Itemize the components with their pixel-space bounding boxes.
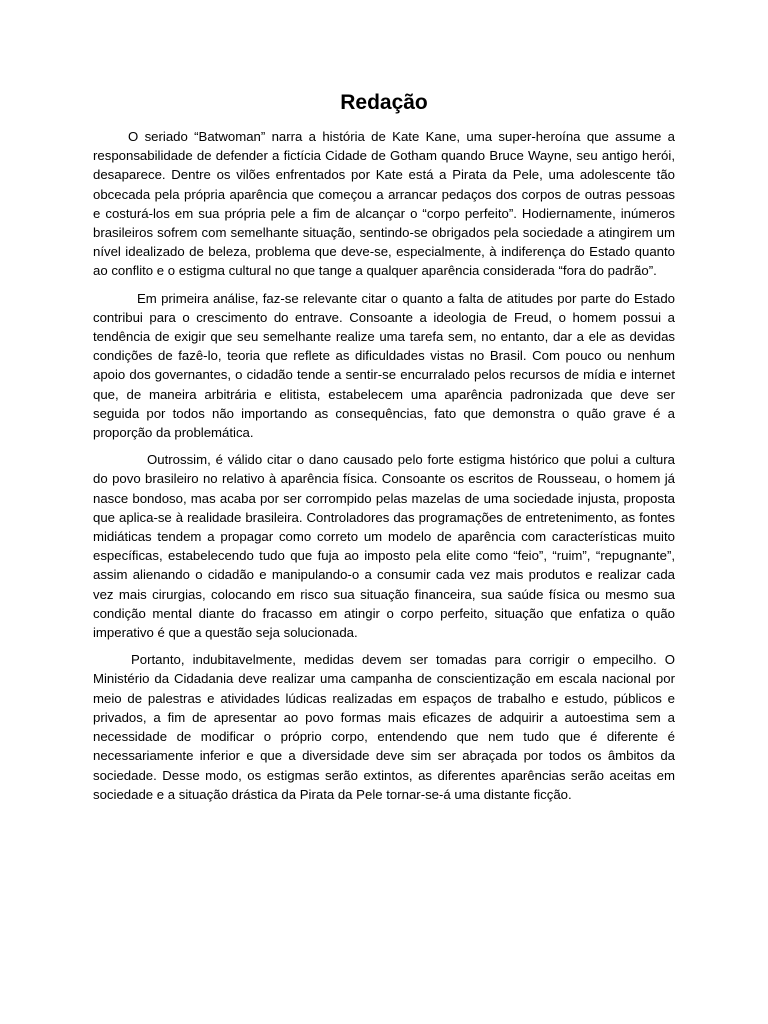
paragraph-introduction: O seriado “Batwoman” narra a história de Kate Kane, uma super-heroína que assume a responsabilidade de defender a fictícia Cidade de Gotham quando Bruce Wayne, seu antigo herói, desaparece. Dentre os vilões enfrentados por Kate está a Pirata da Pele, uma adolescente tão obcecada pela própria aparência que começou a arrancar pedaços dos corpos de outras pessoas e costurá-los em sua própria pele a fim de alcançar o “corpo perfeito”. Hodiernamente, inúmeros brasileiros sofrem com semelhante situação, sentindo-se obrigados pela sociedade a atingirem um nível idealizado de beleza, problema que deve-se, especialmente, à indiferença do Estado quanto ao conflito e o estigma cultural no que tange a qualquer aparência considerada “fora do padrão”. xyxy=(93,129,675,279)
paragraph-conclusion: Portanto, indubitavelmente, medidas devem ser tomadas para corrigir o empecilho. O Ministério da Cidadania deve realizar uma campanha de conscientização em escala nacional por meio de palestras e atividades lúdicas realizadas em espaços de trabalho e estudo, públicos e privados, a fim de apresentar ao povo formas mais eficazes de adquirir a autoestima sem a necessidade de modificar o próprio corpo, entendendo que nem tudo que é diferente é necessariamente inferior e que a diversidade deve sim ser abraçada por todos os âmbitos da sociedade. Desse modo, os estigmas serão extintos, as diferentes aparências serão aceitas em sociedade e a situação drástica da Pirata da Pele tornar-se-á uma distante ficção. xyxy=(93,652,675,802)
paragraph-development-1: Em primeira análise, faz-se relevante citar o quanto a falta de atitudes por parte do Estado contribui para o crescimento do entrave. Consoante a ideologia de Freud, o homem possui a tendência de exigir que seu semelhante realize uma tarefa sem, no entanto, dar a ele as devidas condições de fazê-lo, teoria que reflete as dificuldades vistas no Brasil. Com pouco ou nenhum apoio dos governantes, o cidadão tende a sentir-se encurralado pelos recursos de mídia e internet que, de maneira arbitrária e elitista, estabelecem uma aparência padronizada que deve ser seguida por todos não importando as consequências, fato que demonstra o quão grave é a proporção da problemática. xyxy=(93,290,675,441)
document-page xyxy=(93,88,675,812)
document-title: Redação xyxy=(340,91,428,114)
paragraph-development-2: Outrossim, é válido citar o dano causado pelo forte estigma histórico que polui a cultura do povo brasileiro no relativo à aparência física. Consoante os escritos de Rousseau, o homem já nasce bondoso, mas acaba por ser corrompido pelas mazelas de uma sociedade injusta, proposta que aplica-se à realidade brasileira. Controladores das programações de entretenimento, as fontes midiáticas tendem a propagar como correto um modelo de aparência com características muito específicas, estabelecendo tudo que fuja ao imposto pela elite como “feio”, “ruim”, “repugnante”, assim alienando o cidadão e manipulando-o a consumir cada vez mais produtos e realizar cada vez mais cirurgias, colocando em risco sua situação financeira, sua saúde física ou mesmo sua condição mental diante do fracasso em atingir o corpo perfeito, situação que enfatiza o quão imperativo é que a questão seja solucionada. xyxy=(93,452,675,641)
